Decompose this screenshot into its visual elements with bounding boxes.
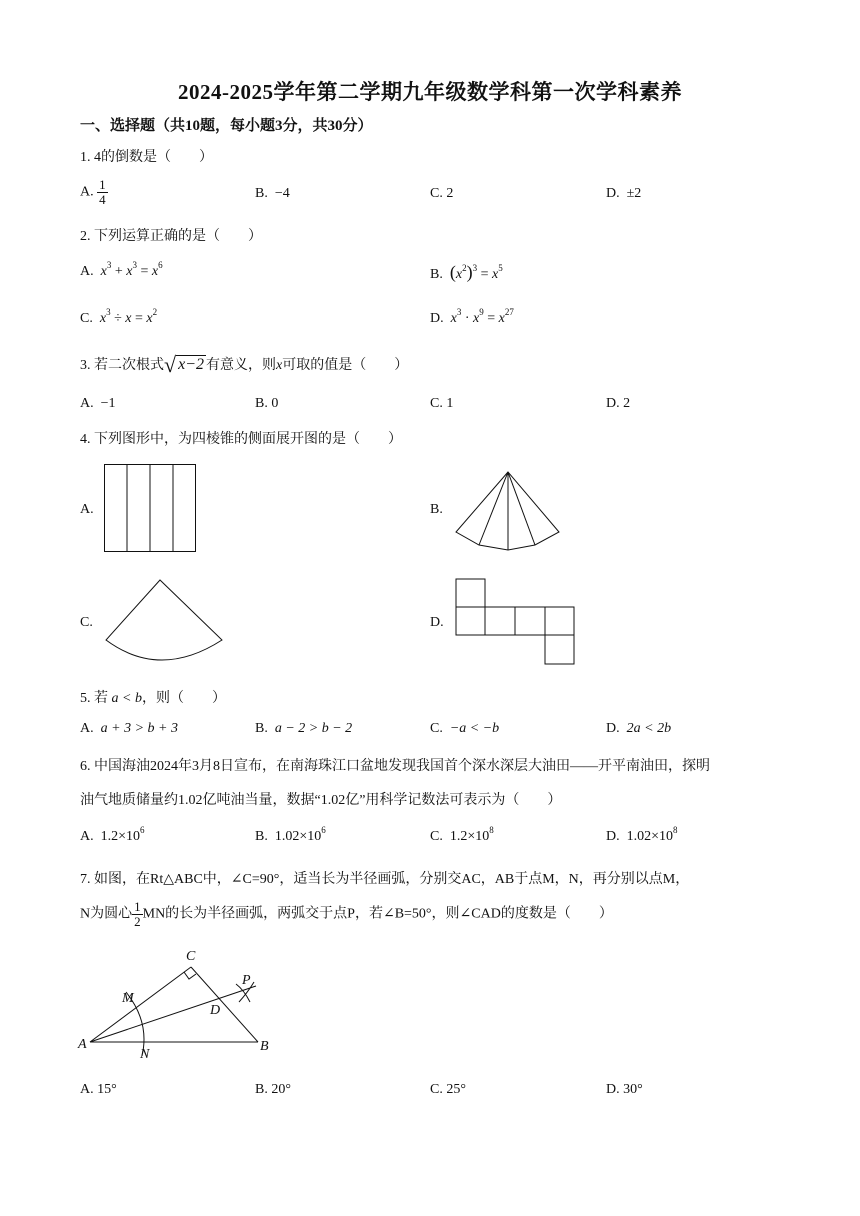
q2-option-b[interactable]: B. $(x^2)^3 = x^5$ xyxy=(430,262,503,282)
label-n: N xyxy=(140,1047,150,1062)
q4-option-a[interactable]: A. xyxy=(80,502,94,517)
q3-option-d[interactable]: D. 2 xyxy=(606,396,631,411)
q5-option-a[interactable]: A. a + 3 > b + 3 xyxy=(80,721,178,736)
q1-option-d[interactable]: D. ±2 xyxy=(606,186,642,201)
question-7-line2: N为圆心 $\frac{1}{2}$ MN的长为半径画弧，两弧交于点P，若∠B=50°，则∠CAD的度数是（ ） xyxy=(80,899,613,929)
fraction: $\frac{1}{4}$ xyxy=(99,177,106,207)
four-rectangles-figure xyxy=(104,464,196,552)
question-5-stem: 5. 若 a < b，则（ ） xyxy=(80,691,226,706)
cube-net-figure xyxy=(455,578,577,666)
q6-option-d[interactable]: D. $1.02\times 10^8$ xyxy=(606,825,678,844)
section-heading: 一、选择题（共10题，每小题3分，共30分） xyxy=(80,118,373,134)
page-title: 2024-2025学年第二学期九年级数学科第一次学科素养 xyxy=(178,80,682,104)
q6-option-c[interactable]: C. $1.2\times 10^8$ xyxy=(430,825,494,844)
label-a: A xyxy=(78,1037,87,1052)
label-c: C xyxy=(186,949,196,964)
q1-option-c[interactable]: C. 2 xyxy=(430,186,454,201)
q3-option-a[interactable]: A. −1 xyxy=(80,396,116,411)
question-6-line2: 油气地质储量约1.02亿吨油当量，数据“1.02亿”用科学记数法可表示为（ ） xyxy=(80,793,562,808)
q6-option-a[interactable]: A. $1.2\times 10^6$ xyxy=(80,825,145,844)
q7-option-b[interactable]: B. 20° xyxy=(255,1082,291,1097)
q7-option-d[interactable]: D. 30° xyxy=(606,1082,643,1097)
q5-option-c[interactable]: C. −a < −b xyxy=(430,721,500,736)
fraction: $\frac{1}{2}$ xyxy=(134,899,141,929)
option-label: A. xyxy=(80,184,94,200)
q2-option-a[interactable]: A. $x^3 + x^3 = x^6$ xyxy=(80,260,163,279)
question-7-line1: 7. 如图，在Rt△ABC中，∠C=90°，适当长为半径画弧，分别交AC，AB于点M，N，再分别以点M， xyxy=(80,872,690,887)
q1-option-a[interactable] xyxy=(80,178,108,207)
q7-option-c[interactable]: C. 25° xyxy=(430,1082,466,1097)
radicand: x−2 xyxy=(178,356,204,373)
q3-option-b[interactable]: B. 0 xyxy=(255,396,279,411)
label-m: M xyxy=(122,991,134,1006)
q4-option-b[interactable]: B. xyxy=(430,502,443,517)
q2-option-d[interactable]: D. $x^3 \cdot x^9 = x^{27}$ xyxy=(430,307,514,326)
q4-option-c[interactable]: C. xyxy=(80,615,93,630)
q4-option-d[interactable]: D. xyxy=(430,615,444,630)
sqrt-sign: √ xyxy=(164,352,177,377)
question-1-stem: 1. 4的倒数是（ ） xyxy=(80,150,213,165)
q7-option-a[interactable]: A. 15° xyxy=(80,1082,117,1097)
sector-figure xyxy=(104,578,226,666)
q6-option-b[interactable]: B. $1.02\times 10^6$ xyxy=(255,825,326,844)
question-3-stem: 3. 若二次根式√ x−2 有意义，则x可取的值是（ ） xyxy=(80,352,409,377)
question-2-stem: 2. 下列运算正确的是（ ） xyxy=(80,229,262,244)
q5-option-d[interactable]: D. 2a < 2b xyxy=(606,721,672,736)
q5-option-b[interactable]: B. a − 2 > b − 2 xyxy=(255,721,353,736)
label-b: B xyxy=(260,1039,269,1054)
triangle-construction-figure xyxy=(76,944,276,1062)
triangular-fan-figure xyxy=(454,470,580,552)
q2-option-c[interactable]: C. $x^3 \div x = x^2$ xyxy=(80,307,158,326)
label-d: D xyxy=(210,1003,221,1018)
label-p: P xyxy=(242,973,251,988)
q1-option-b[interactable]: B. −4 xyxy=(255,186,290,201)
question-6-line1: 6. 中国海油2024年3月8日宣布，在南海珠江口盆地发现我国首个深水深层大油田——开平南油田，探明 xyxy=(80,759,710,774)
question-4-stem: 4. 下列图形中，为四棱锥的侧面展开图的是（ ） xyxy=(80,432,402,447)
q3-option-c[interactable]: C. 1 xyxy=(430,396,454,411)
